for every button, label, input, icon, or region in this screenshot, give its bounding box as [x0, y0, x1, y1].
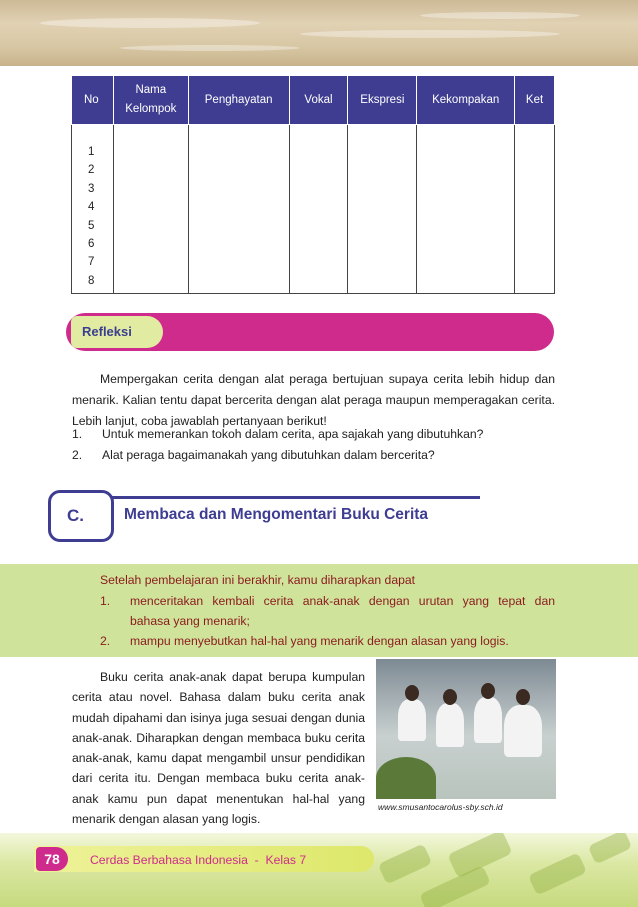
cell-ekspresi [348, 125, 417, 294]
header-no: No [72, 76, 114, 125]
question-text: Untuk memerankan tokoh dalam cerita, apa sajakah yang dibutuhkan? [102, 427, 484, 441]
students-reading-photo [376, 659, 556, 799]
refleksi-intro [72, 369, 555, 432]
header-penghayatan: Penghayatan [188, 76, 289, 125]
cell-ket [515, 125, 555, 294]
question-number: 1. [72, 427, 83, 441]
footer-book-title: Cerdas Berbahasa Indonesia - Kelas 7 [90, 853, 307, 867]
header-ekspresi: Ekspresi [348, 76, 417, 125]
table-header-row [72, 76, 555, 125]
goal-number: 2. [100, 634, 111, 648]
top-decorative-banner [0, 0, 638, 66]
question-number: 2. [72, 448, 83, 462]
row-number: 6 [88, 238, 95, 251]
photo-student [398, 699, 426, 741]
row-number: 5 [88, 219, 95, 232]
body-paragraph-text: Buku cerita anak-anak dapat berupa kumpulan cerita atau novel. Bahasa dalam buku cerita anak mudah dipahami dan isinya juga sesuai dengan dunia anak-anak. Diharapkan dengan membaca buku cerita anak-anak, kamu dapat mengambil unsur pendidikan dari cerita itu. Dengan membaca buku cerita anak-anak kamu pun dapat menentukan hal-hal yang menarik dengan alasan yang logis. [72, 670, 365, 827]
goal-text: menceritakan kembali cerita anak-anak dengan urutan yang tepat dan [130, 594, 555, 608]
header-nama-line1: Nama [135, 84, 167, 96]
header-ket: Ket [515, 76, 555, 125]
goal-text: mampu menyebutkan hal-hal yang menarik dengan alasan yang logis. [130, 634, 509, 648]
row-numbers-cell [72, 125, 114, 294]
photo-student [474, 697, 502, 743]
body-paragraph [72, 667, 365, 829]
photo-plant [376, 757, 436, 799]
refleksi-question [72, 448, 435, 462]
row-number: 7 [88, 256, 95, 269]
refleksi-question [72, 427, 483, 441]
row-numbers [72, 125, 113, 290]
goal-item [100, 634, 509, 648]
photo-student-head [405, 685, 419, 701]
row-number: 1 [88, 146, 95, 158]
cell-kekompakan [417, 125, 515, 294]
cell-vokal [289, 125, 348, 294]
section-heading-rule [100, 496, 480, 499]
goal-number: 1. [100, 594, 111, 608]
photo-student-head [481, 683, 495, 699]
photo-student-head [443, 689, 457, 705]
question-text: Alat peraga bagaimanakah yang dibutuhkan dalam bercerita? [102, 448, 435, 462]
header-kekompakan: Kekompakan [417, 76, 515, 125]
refleksi-intro-text: Mempergakan cerita dengan alat peraga bertujuan supaya cerita lebih hidup dan menarik. Kalian tentu dapat bercerita dengan alat peraga maupun memperagakan cerita. Lebih lanjut, coba jawablah pertanyaan berikut! [72, 372, 555, 428]
section-letter-box: C. [48, 490, 114, 542]
refleksi-label: Refleksi [71, 316, 163, 348]
header-vokal: Vokal [289, 76, 348, 125]
photo-student [504, 705, 542, 757]
goal-item [100, 594, 555, 608]
assessment-table [71, 75, 555, 294]
goal-text-continued: bahasa yang menarik; [130, 614, 250, 628]
goals-intro: Setelah pembelajaran ini berakhir, kamu diharapkan dapat [100, 573, 416, 587]
header-nama-line2: Kelompok [125, 103, 177, 115]
photo-caption: www.smusantocarolus-sby.sch.id [378, 802, 503, 812]
row-number: 4 [88, 201, 95, 214]
section-title: Membaca dan Mengomentari Buku Cerita [124, 506, 429, 523]
row-number: 8 [88, 274, 95, 287]
row-number: 2 [88, 164, 95, 177]
cell-nama-kelompok [113, 125, 188, 294]
photo-student-head [516, 689, 530, 705]
row-number: 3 [88, 182, 95, 195]
page-number: 78 [36, 847, 68, 871]
photo-student [436, 703, 464, 747]
cell-penghayatan [188, 125, 289, 294]
learning-goals-box [0, 564, 638, 657]
table-body-row [72, 125, 555, 294]
header-nama-kelompok [113, 76, 188, 125]
